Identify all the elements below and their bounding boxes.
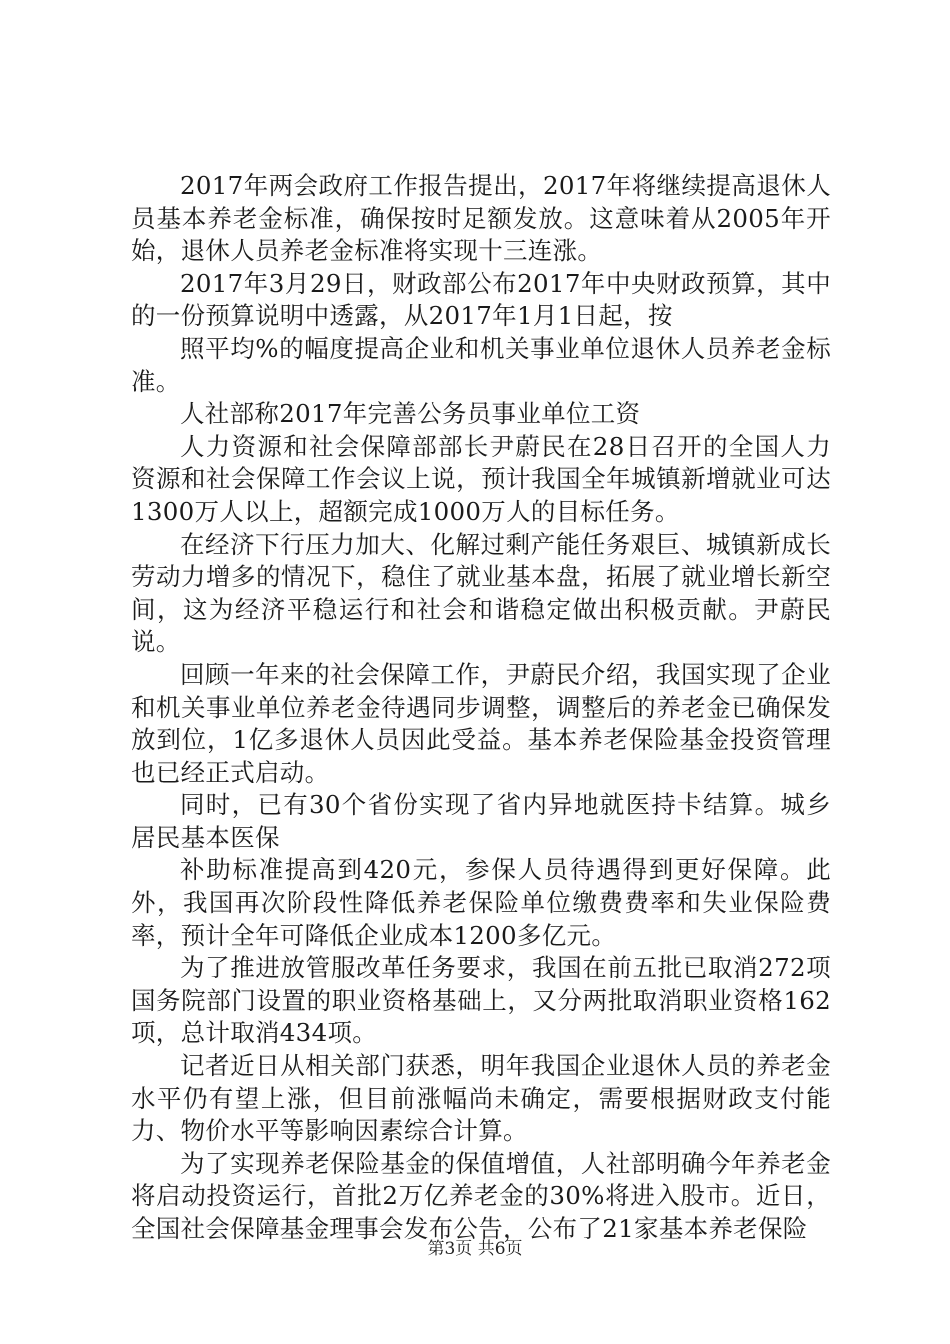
paragraph: 为了推进放管服改革任务要求，我国在前五批已取消272项国务院部门设置的职业资格基础上，又分两批取消职业资格162项，总计取消434项。 (131, 953, 831, 1048)
paragraph: 回顾一年来的社会保障工作，尹蔚民介绍，我国实现了企业和机关事业单位养老金待遇同步调整，调整后的养老金已确保发放到位，1亿多退休人员因此受益。基本养老保险基金投资管理也已经正式启动。 (131, 659, 831, 787)
page-footer (0, 1238, 950, 1260)
paragraph: 补助标准提高到420元，参保人员待遇得到更好保障。此外，我国再次阶段性降低养老保险单位缴费费率和失业保险费率，预计全年可降低企业成本1200多亿元。 (131, 855, 831, 950)
paragraph: 照平均%的幅度提高企业和机关事业单位退休人员养老金标准。 (131, 333, 831, 396)
paragraph-heading: 人社部称2017年完善公务员事业单位工资 (180, 399, 641, 429)
page-number: 第3页 共6页 (427, 1239, 523, 1259)
paragraph: 同时，已有30个省份实现了省内异地就医持卡结算。城乡居民基本医保 (131, 790, 831, 852)
paragraph: 2017年两会政府工作报告提出，2017年将继续提高退休人员基本养老金标准，确保按时足额发放。这意味着从2005年开始，退休人员养老金标准将实现十三连涨。 (131, 171, 831, 266)
paragraph: 在经济下行压力加大、化解过剩产能任务艰巨、城镇新成长劳动力增多的情况下，稳住了就业基本盘，拓展了就业增长新空间，这为经济平稳运行和社会和谐稳定做出积极贡献。尹蔚民说。 (131, 529, 831, 657)
paragraph: 记者近日从相关部门获悉，明年我国企业退休人员的养老金水平仍有望上涨，但目前涨幅尚未确定，需要根据财政支付能力、物价水平等影响因素综合计算。 (131, 1051, 831, 1146)
paragraph: 为了实现养老保险基金的保值增值，人社部明确今年养老金将启动投资运行，首批2万亿养老金的30%将进入股市。近日，全国社会保障基金理事会发布公告，公布了21家基本养老保险 (131, 1148, 831, 1243)
paragraph: 2017年3月29日，财政部公布2017年中央财政预算，其中的一份预算说明中透露，从2017年1月1日起，按 (131, 268, 831, 331)
paragraph: 人力资源和社会保障部部长尹蔚民在28日召开的全国人力资源和社会保障工作会议上说，预计我国全年城镇新增就业可达1300万人以上，超额完成1000万人的目标任务。 (131, 431, 831, 526)
document-body (131, 170, 831, 1246)
